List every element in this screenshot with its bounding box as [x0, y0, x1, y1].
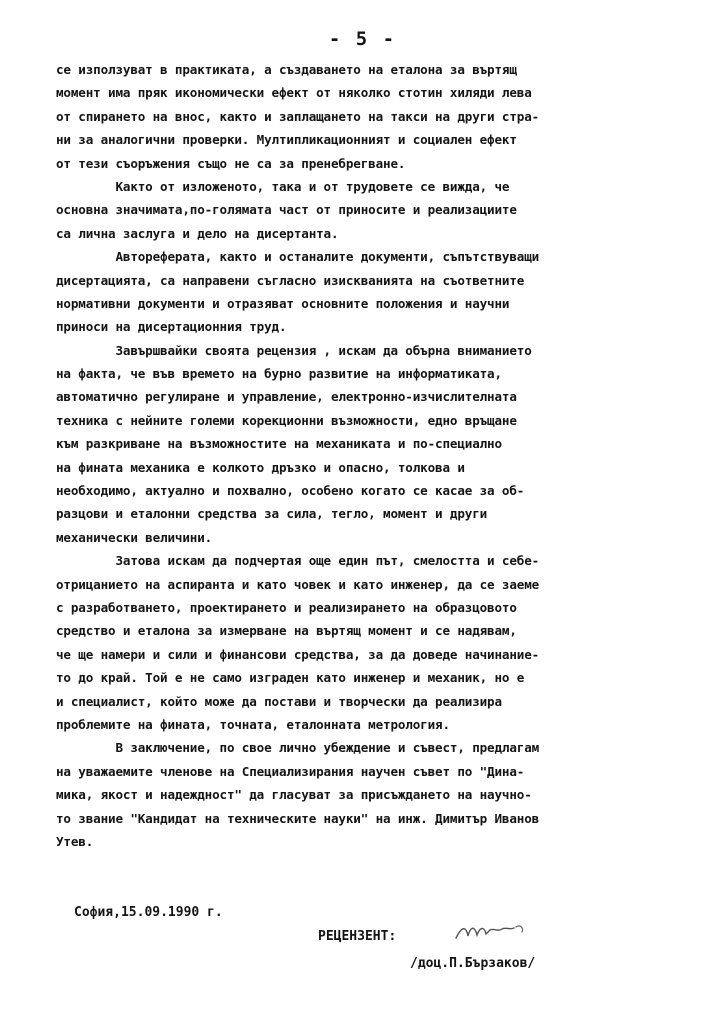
- text-line: отрицанието на аспиранта и като човек и като инженер, да се заеме: [56, 576, 540, 592]
- text-line: от спирането на внос, както и заплащането на такси на други стра-: [56, 108, 540, 124]
- text-line: нормативни документи и отразяват основните положения и научни: [56, 295, 510, 311]
- text-line: то звание "Кандидат на техническите науки" на инж. Димитър Иванов: [56, 810, 540, 826]
- text-line: на уважаемите членове на Специализирания научен съвет по "Дина-: [56, 763, 525, 779]
- text-line: необходимо, актуално и похвално, особено когато се касае за об-: [56, 483, 525, 499]
- text-line: механически величини.: [56, 529, 213, 545]
- text-line: към разкриване на възможностите на механиката и по-специално: [56, 436, 502, 452]
- page-number: - 5 -: [328, 28, 397, 50]
- text-line: че ще намери и сили и финансови средства, за да доведе начинание-: [56, 646, 540, 662]
- text-line: Утев.: [56, 833, 94, 849]
- text-line: разцови и еталонни средства за сила, тегло, момент и други: [56, 506, 488, 522]
- text-line: момент има пряк икономически ефект от няколко стотин хиляди лева: [56, 85, 532, 101]
- text-line: дисертацията, са направени съгласно изискванията на съответните: [56, 272, 525, 288]
- text-line: от тези съоръжения също не са за пренебрегване.: [56, 155, 406, 171]
- text-line: мика, якост и надеждност" да гласуват за присъждането на научно-: [56, 787, 532, 803]
- text-line: се използуват в практиката, а създаването на еталона за въртящ: [56, 62, 517, 77]
- text-line: автоматично регулиране и управление, електронно-изчислителната: [56, 389, 517, 405]
- text-line: приноси на дисертационния труд.: [56, 319, 287, 335]
- text-line: то до край. Той е не само изграден като инженер и механик, но е: [56, 670, 525, 686]
- text-line: Завършвайки своята рецензия , искам да обърна вниманието: [56, 342, 532, 358]
- place-and-date: София,15.09.1990 г.: [74, 905, 223, 920]
- text-line: ни за аналогични проверки. Мултипликационният и социален ефект: [56, 132, 517, 148]
- text-line: средство и еталона за измерване на въртящ момент и се надявам,: [56, 623, 517, 639]
- text-line: на факта, че във времето на бурно развитие на информатиката,: [56, 366, 502, 382]
- handwritten-signature: [450, 918, 550, 948]
- text-line: Както от изложеното, така и от трудовете се вижда, че: [56, 178, 510, 194]
- text-line: и специалист, който може да постави и творчески да реализира: [56, 693, 502, 709]
- text-line: Затова искам да подчертая още един път, смелостта и себе-: [56, 553, 540, 569]
- text-line: проблемите на фината, точната, еталонната метрология.: [56, 716, 450, 732]
- text-line: техника с нейните големи корекционни възможности, едно връщане: [56, 412, 517, 428]
- review-body: [56, 58, 716, 853]
- text-line: на фината механика е колкото дръзко и опасно, толкова и: [56, 459, 465, 475]
- text-line: са лична заслуга и дело на дисертанта.: [56, 225, 339, 241]
- text-line: основна значимата,по-голямата част от приносите и реализациите: [56, 202, 517, 218]
- reviewer-name: /доц.П.Бързаков/: [410, 956, 536, 971]
- text-line: с разработването, проектирането и реализирането на образцовото: [56, 599, 517, 615]
- text-line: В заключение, по свое лично убеждение и съвест, предлагам: [56, 740, 540, 756]
- reviewer-label: РЕЦЕНЗЕНТ:: [318, 929, 397, 944]
- text-line: Автореферата, както и останалите документи, съпътствуващи: [56, 249, 540, 265]
